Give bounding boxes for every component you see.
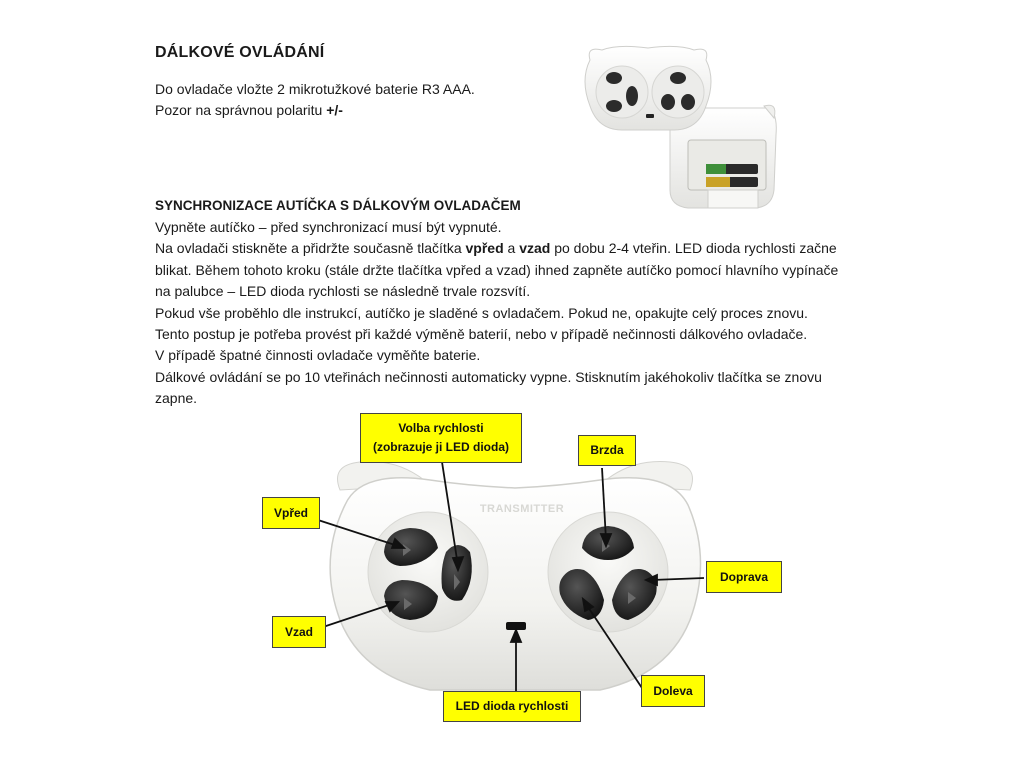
callout-forward: Vpřed [262, 497, 320, 529]
sync-line-1: Vypněte autíčko – před synchronizací musí být vypnuté. [155, 219, 502, 235]
sync-line-2: Na ovladači stiskněte a přidržte současně tlačítka vpřed a vzad po dobu 2-4 vteřin. LED dioda rychlosti začne [155, 240, 837, 257]
section-title-sync: SYNCHRONIZACE AUTÍČKA S DÁLKOVÝM OVLADAČEM [155, 198, 521, 213]
battery-line: Do ovladače vložte 2 mikrotužkové baterie R3 AAA. [155, 81, 475, 97]
sync-line-8: Dálkové ovládání se po 10 vteřinách nečinnosti automaticky vypne. Stisknutím jakéhokoliv tlačítka se znovu [155, 368, 822, 385]
callout-speed: Volba rychlosti (zobrazuje ji LED dioda) [360, 413, 522, 463]
callout-led: LED dioda rychlosti [443, 691, 581, 722]
callout-backward: Vzad [272, 616, 326, 648]
polarity-line: Pozor na správnou polaritu +/- [155, 102, 343, 118]
sync-line-7: V případě špatné činnosti ovladače vyměňte baterie. [155, 347, 481, 364]
callout-right: Doprava [706, 561, 782, 593]
callout-left: Doleva [641, 675, 705, 707]
sync-line-9: zapne. [155, 390, 198, 407]
sync-line-3: blikat. Během tohoto kroku (stále držte tlačítka vpřed a vzad) ihned zapněte autíčko pomocí hlavního vypínače [155, 261, 839, 278]
section-title-remote: DÁLKOVÉ OVLÁDÁNÍ [155, 44, 325, 61]
sync-line-4: na palubce – LED dioda rychlosti se následně trvale rozsvítí. [155, 283, 531, 300]
callout-brake: Brzda [578, 435, 636, 466]
sync-line-6: Tento postup je potřeba provést při každé výměně baterií, nebo v případě nečinnosti dálkového ovladače. [155, 325, 808, 342]
sync-line-5: Pokud vše proběhlo dle instrukcí, autíčko je sladěné s ovladačem. Pokud ne, opakujte celý proces znovu. [155, 304, 808, 321]
remote-brand-text: TRANSMITTER [479, 503, 565, 515]
